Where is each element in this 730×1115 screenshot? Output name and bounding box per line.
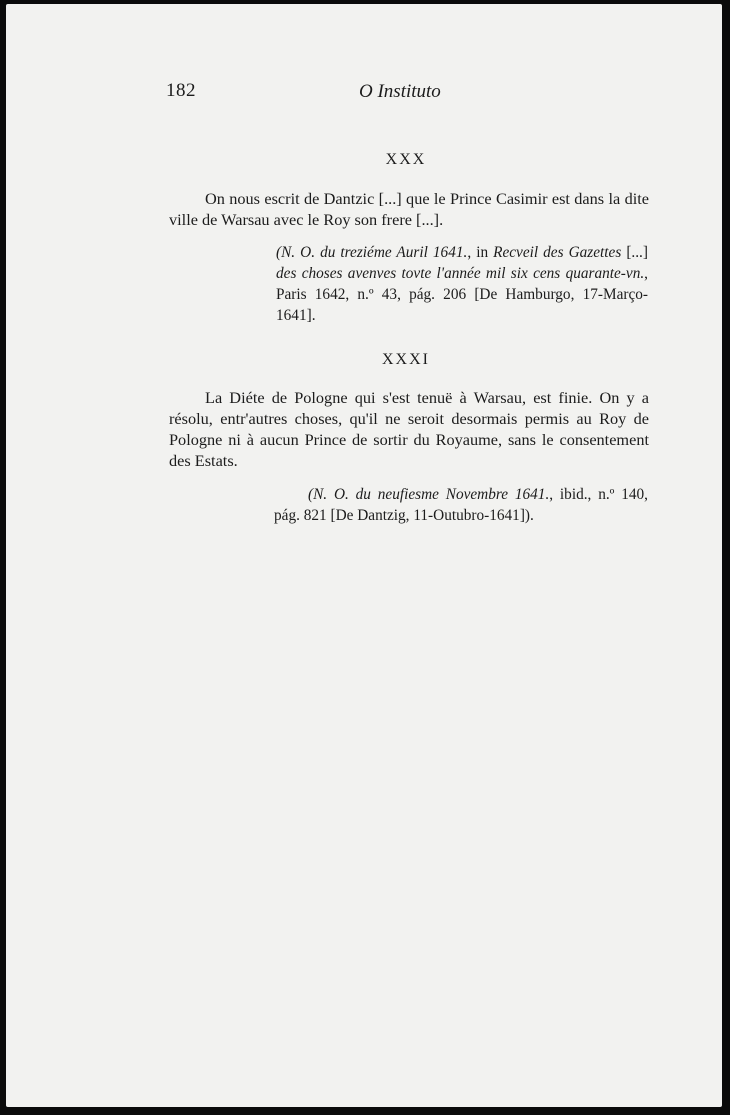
citation-text: , Paris 1642, n.º 43, pág. 206 [De Hamburgo, 17-Março-1641]. [276,265,648,324]
section-xxx-body: On nous escrit de Dantzic [...] que le Prince Casimir est dans la dite ville de Warsau avec le Roy son frere [...]. [169,189,649,229]
section-xxxi-body: La Diéte de Pologne qui s'est tenuë à Warsau, est finie. On y a résolu, entr'autres choses, qu'il ne seroit desormais permis au Roy de Pologne ni à aucun Prince de sortir du Royaume, sans le consentement des Estats. [169,388,649,470]
citation-text: , ibid., n.º 140, pág. 821 [De Dantzig, 11-Outubro-1641]). [274,486,648,524]
citation-text: [...] [621,244,648,261]
citation-italic-title: Recveil des Gazettes [493,244,622,261]
citation-text: , in [467,244,494,261]
citation-italic-date: (N. O. du neufiesme Novembre 1641. [308,486,550,503]
running-title: O Instituto [359,81,441,102]
section-xxx-citation [276,242,648,326]
section-heading-xxx: XXX [385,151,427,168]
book-page [6,4,722,1107]
citation-italic-date: (N. O. du treziéme Auril 1641. [276,244,468,261]
section-heading-xxxi: XXXI [382,351,430,368]
page-number: 182 [166,80,196,101]
citation-italic-subtitle: des choses avenves tovte l'année mil six cens quarante-vn. [276,265,645,282]
section-xxxi-citation [274,484,648,526]
